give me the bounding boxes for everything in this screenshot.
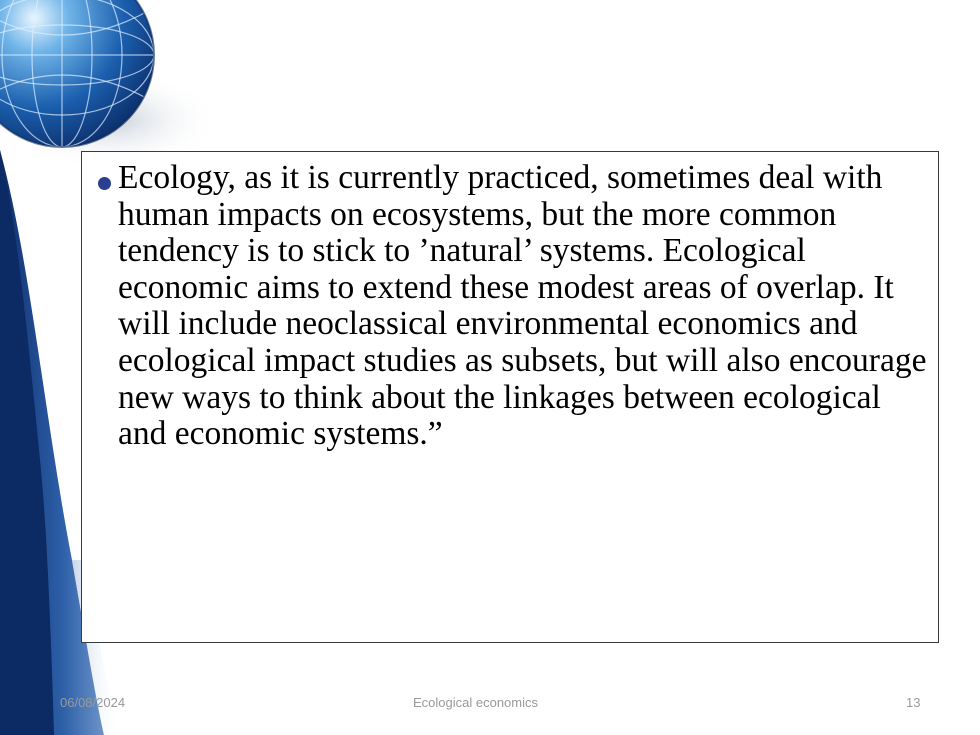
bullet-item [98, 160, 928, 453]
footer-date: 06/08/2024 [60, 695, 126, 710]
content-text-box [81, 151, 939, 643]
bullet-dot-icon [98, 177, 111, 190]
footer-title: Ecological economics [413, 695, 539, 710]
bullet-text: Ecology, as it is currently practiced, sometimes deal with human impacts on ecosystems, but the more common tendency is to stick to ’natural’ systems. Ecological economic aims to extend these modest areas of overlap. It will include neoclassical environmental economics and ecological impact studies as subsets, but will also encourage new ways to think about the linkages between ecological and economic systems.” [118, 159, 927, 453]
footer-page-number: 13 [906, 695, 921, 710]
